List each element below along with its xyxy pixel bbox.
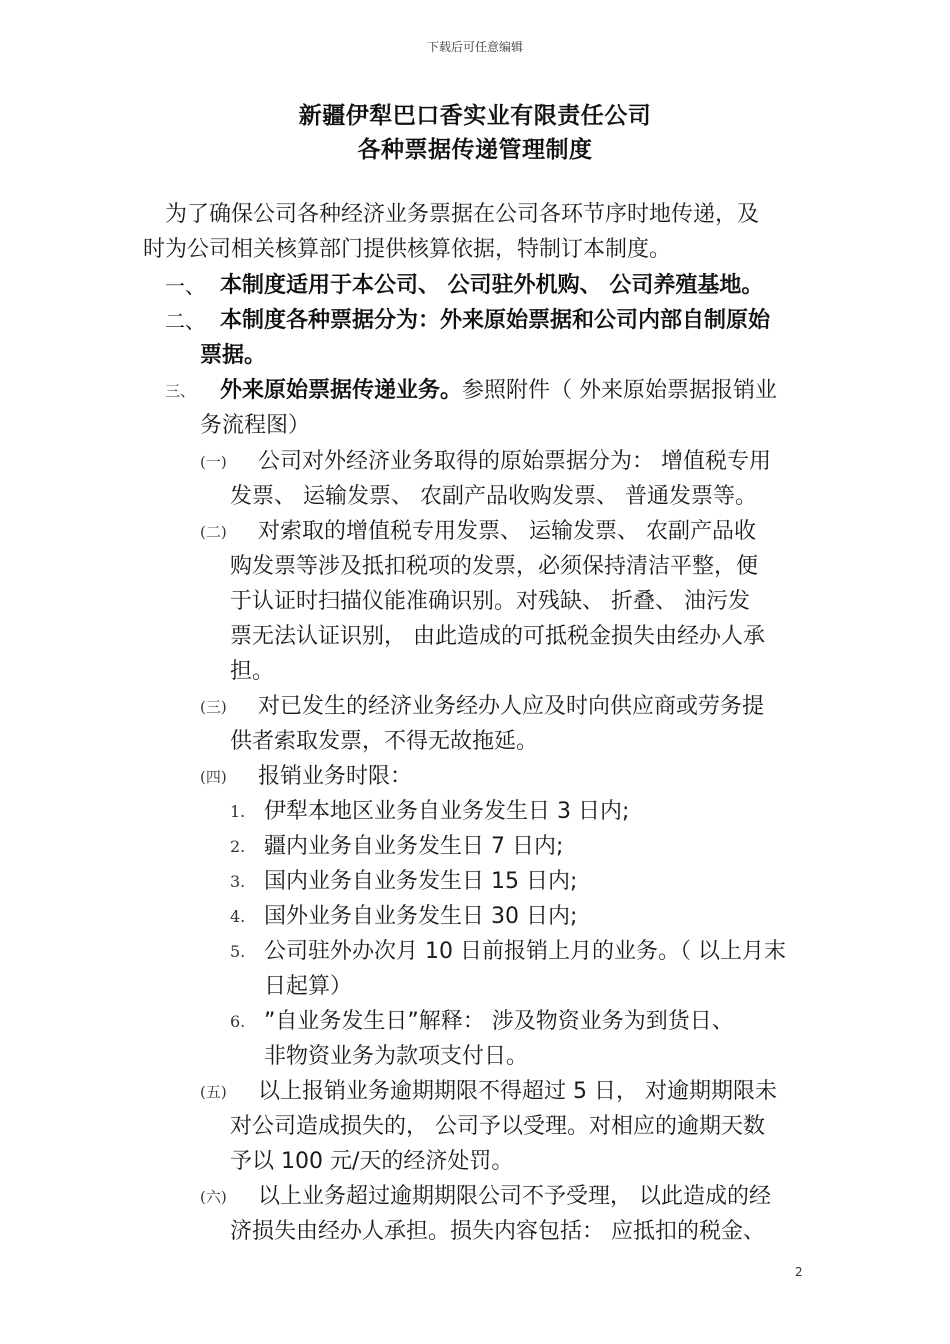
numbered-3-marker: 3. (230, 872, 246, 891)
numbered-6-line1: ”自业务发生日”解释： 涉及物资业务为到货日、 (264, 1009, 734, 1034)
subitem-2-marker: (二) (200, 523, 227, 541)
page-number: 2 (795, 1265, 803, 1279)
item-three-rest: 参照附件（ 外来原始票据报销业 (462, 378, 778, 403)
document-title-line2: 各种票据传递管理制度 (357, 137, 593, 163)
subitem-6-line1: 以上业务超过逾期期限公司不予受理， 以此造成的经 (258, 1184, 771, 1209)
numbered-2-marker: 2. (230, 837, 246, 856)
subitem-5-marker: (五) (200, 1083, 227, 1101)
subitem-4-marker: (四) (200, 768, 227, 786)
numbered-3-text: 国内业务自业务发生日 15 日内; (264, 869, 578, 894)
subitem-2-line1: 对索取的增值税专用发票、 运输发票、 农副产品收 (258, 519, 756, 544)
numbered-4-text: 国外业务自业务发生日 30 日内; (264, 904, 578, 929)
item-three-heading: 外来原始票据传递业务。 (220, 378, 463, 403)
subitem-5-line2: 对公司造成损失的， 公司予以受理。对相应的逾期天数 (230, 1114, 765, 1139)
subitem-2-line2: 购发票等涉及抵扣税项的发票，必须保持清洁平整，便 (230, 554, 759, 579)
item-two-marker: 二、 (165, 309, 205, 333)
numbered-5-line1: 公司驻外办次月 10 日前报销上月的业务。（ 以上月末 (264, 939, 786, 964)
numbered-4-marker: 4. (230, 907, 246, 926)
item-three-marker: 三、 (165, 382, 196, 400)
numbered-1-text: 伊犁本地区业务自业务发生日 3 日内; (264, 799, 630, 824)
subitem-4-line1: 报销业务时限： (258, 764, 413, 789)
intro-line2: 时为公司相关核算部门提供核算依据，特制订本制度。 (143, 237, 672, 262)
subitem-2-line5: 担。 (230, 659, 275, 684)
item-three-line2: 务流程图） (200, 413, 311, 438)
numbered-6-line2: 非物资业务为款项支付日。 (264, 1044, 529, 1069)
numbered-6-marker: 6. (230, 1012, 246, 1031)
subitem-6-line2: 济损失由经办人承担。损失内容包括： 应抵扣的税金、 (230, 1219, 765, 1244)
subitem-1-line1: 公司对外经济业务取得的原始票据分为： 增值税专用 (258, 449, 771, 474)
subitem-1-marker: (一) (200, 453, 227, 471)
numbered-5-marker: 5. (230, 942, 246, 961)
item-one-marker: 一、 (165, 274, 205, 298)
subitem-3-line1: 对已发生的经济业务经办人应及时向供应商或劳务提 (258, 694, 765, 719)
item-two-line2: 票据。 (200, 343, 267, 368)
subitem-5-line1: 以上报销业务逾期期限不得超过 5 日， 对逾期期限未 (258, 1079, 777, 1104)
item-one-text: 本制度适用于本公司、 公司驻外机购、 公司养殖基地。 (220, 273, 764, 298)
document-title-line1: 新疆伊犁巴口香实业有限责任公司 (298, 103, 652, 129)
subitem-1-line2: 发票、 运输发票、 农副产品收购发票、 普通发票等。 (230, 484, 757, 509)
numbered-1-marker: 1. (230, 802, 246, 821)
subitem-3-marker: (三) (200, 698, 227, 716)
numbered-5-line2: 日起算） (264, 974, 353, 999)
subitem-2-line3: 于认证时扫描仪能准确识别。对残缺、 折叠、 油污发 (230, 589, 750, 614)
header-note: 下载后可任意编辑 (426, 40, 523, 54)
subitem-3-line2: 供者索取发票，不得无故拖延。 (230, 729, 539, 754)
intro-line1: 为了确保公司各种经济业务票据在公司各环节序时地传递，及 (165, 202, 760, 227)
item-three-line1 (220, 376, 777, 406)
numbered-2-text: 疆内业务自业务发生日 7 日内; (264, 834, 564, 859)
subitem-2-line4: 票无法认证识别， 由此造成的可抵税金损失由经办人承 (230, 624, 765, 649)
item-two-line1: 本制度各种票据分为：外来原始票据和公司内部自制原始 (220, 308, 771, 333)
subitem-5-line3: 予以 100 元/天的经济处罚。 (230, 1149, 514, 1174)
subitem-6-marker: (六) (200, 1188, 227, 1206)
